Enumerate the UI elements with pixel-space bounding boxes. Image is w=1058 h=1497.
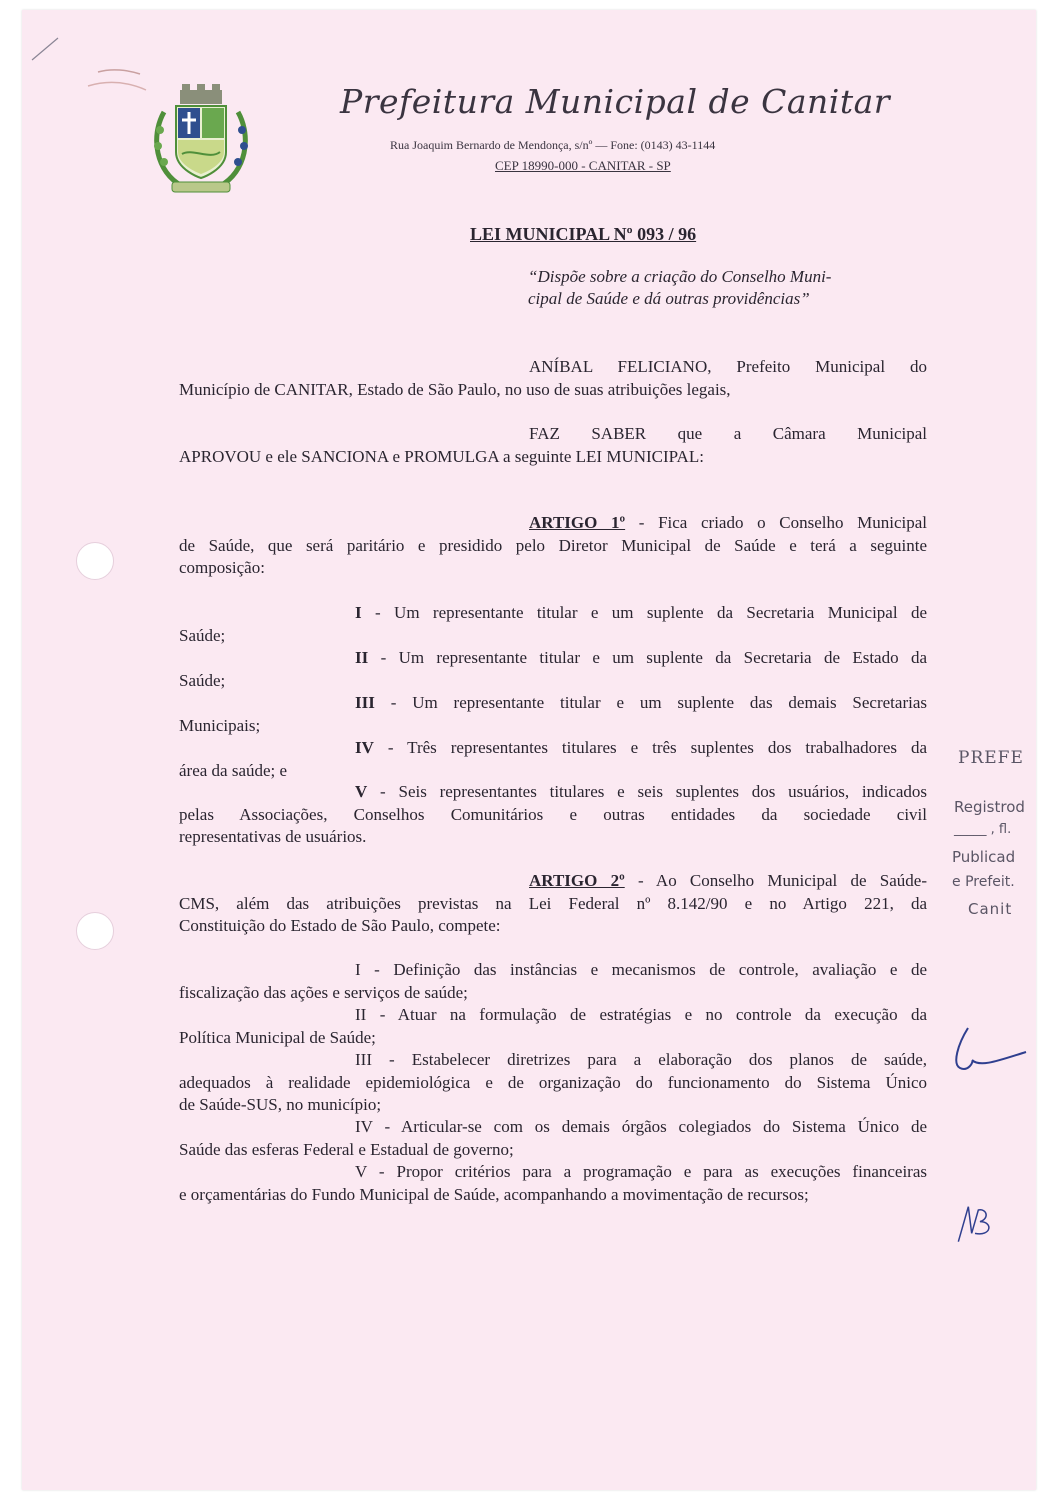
art1-item-2 xyxy=(179,647,927,692)
article-1-label: ARTIGO 1º xyxy=(529,513,626,532)
ementa-line: “Dispõe sobre a criação do Conselho Muni- xyxy=(528,267,832,286)
article-2-label: ARTIGO 2º xyxy=(529,871,625,890)
article-2-heading xyxy=(179,870,927,893)
header-title: Prefeitura Municipal de Canitar xyxy=(340,82,891,121)
article-1 xyxy=(179,512,927,580)
punch-hole-top xyxy=(76,542,114,580)
item-line xyxy=(179,781,927,804)
item-number: IV xyxy=(355,738,374,757)
item-continuation: representativas de usuários. xyxy=(179,827,367,846)
art2-item-3 xyxy=(179,1049,927,1117)
item-continuation: pelas Associações, Conselhos Comunitários e outras entidades da sociedade civil xyxy=(179,804,927,824)
art2-item-1 xyxy=(179,959,927,1004)
art1-item-1 xyxy=(179,602,927,647)
art2-item-2 xyxy=(179,1004,927,1049)
handwritten-signature-icon xyxy=(950,1024,1030,1084)
item-continuation: de Saúde-SUS, no município; xyxy=(179,1095,382,1114)
art2-item-5 xyxy=(179,1161,927,1206)
item-text: - Seis representantes titulares e seis suplentes dos usuários, indicados xyxy=(367,782,927,801)
punch-hole-bottom xyxy=(76,912,114,950)
stamp-line: Registrod xyxy=(954,798,1025,816)
stamp-line: Publicad xyxy=(952,848,1016,866)
art1-item-4 xyxy=(179,737,927,782)
item-continuation: e orçamentárias do Fundo Municipal de Saúde, acompanhando a movimentação de recursos; xyxy=(179,1184,809,1204)
item-continuation: adequados à realidade epidemiológica e de organização do funcionamento do Sistema Único xyxy=(179,1072,927,1092)
article-2-text: - Ao Conselho Municipal de Saúde- xyxy=(624,871,928,890)
item-line: IV - Articular-se com os demais órgãos colegiados do Sistema Único de xyxy=(355,1117,927,1136)
item-text: - Três representantes titulares e três suplentes dos trabalhadores da xyxy=(373,738,927,757)
item-line xyxy=(179,602,927,625)
item-line: V - Propor critérios para a programação e para as execuções financeiras xyxy=(355,1162,927,1181)
stamp-line: PREFE xyxy=(958,748,1024,768)
item-continuation: Saúde; xyxy=(179,670,226,690)
handwritten-initials-icon xyxy=(950,1200,1000,1250)
art1-item-3 xyxy=(179,692,927,737)
law-title: LEI MUNICIPAL Nº 093 / 96 xyxy=(470,224,697,244)
item-text: - Um representante titular e um suplente das demais Secretarias xyxy=(374,693,927,712)
header-address: Rua Joaquim Bernardo de Mendonça, s/nº — Fone: (0143) 43-1144 xyxy=(390,138,716,152)
item-continuation: fiscalização das ações e serviços de saúde; xyxy=(179,982,468,1002)
item-line: III - Estabelecer diretrizes para a elaboração dos planos de saúde, xyxy=(355,1050,927,1069)
item-number: III xyxy=(355,693,375,712)
header-cep: CEP 18990-000 - CANITAR - SP xyxy=(495,158,671,173)
law-ementa xyxy=(528,266,888,310)
item-number: II xyxy=(355,648,369,667)
stamp-line: e Prefeit. xyxy=(952,874,1015,890)
promulgation-line: FAZ SABER que a Câmara Municipal xyxy=(529,424,927,443)
intro-line: ANÍBAL FELICIANO, Prefeito Municipal do xyxy=(529,357,927,376)
article-1-heading xyxy=(179,512,927,535)
promulgation-paragraph xyxy=(179,423,927,468)
stamp-line: _____ , fl. xyxy=(954,822,1012,837)
item-continuation: Saúde; xyxy=(179,625,226,645)
item-text: - Um representante titular e um suplente da Secretaria Municipal de xyxy=(361,603,927,622)
art2-item-4 xyxy=(179,1116,927,1161)
item-line xyxy=(179,737,927,760)
article-1-text: - Fica criado o Conselho Municipal xyxy=(625,513,927,532)
article-1-line: de Saúde, que será paritário e presidido pelo Diretor Municipal de Saúde e terá a seguinte xyxy=(179,535,927,555)
municipal-crest-icon xyxy=(142,82,260,200)
ementa-line: cipal de Saúde e dá outras providências” xyxy=(528,289,810,308)
margin-scribble-icon xyxy=(28,20,148,100)
item-line: I - Definição das instâncias e mecanismos de controle, avaliação e de xyxy=(355,960,927,979)
art1-item-5 xyxy=(179,781,927,849)
article-2 xyxy=(179,870,927,938)
item-continuation: Municipais; xyxy=(179,715,261,735)
article-1-line: composição: xyxy=(179,558,265,577)
item-continuation: Saúde das esferas Federal e Estadual de governo; xyxy=(179,1139,514,1159)
intro-line: Município de CANITAR, Estado de São Paulo, no uso de suas atribuições legais, xyxy=(179,379,731,399)
item-text: - Um representante titular e um suplente da Secretaria de Estado da xyxy=(368,648,927,667)
item-continuation: área da saúde; e xyxy=(179,760,288,780)
item-line xyxy=(179,692,927,715)
item-line: II - Atuar na formulação de estratégias e no controle da execução da xyxy=(355,1005,927,1024)
item-continuation: Política Municipal de Saúde; xyxy=(179,1027,376,1047)
stamp-line: Canit xyxy=(968,900,1013,918)
intro-paragraph xyxy=(179,356,927,401)
item-number: V xyxy=(355,782,368,801)
item-number: I xyxy=(355,603,362,622)
promulgation-line: APROVOU e ele SANCIONA e PROMULGA a seguinte LEI MUNICIPAL: xyxy=(179,446,704,466)
article-2-line: Constituição do Estado de São Paulo, compete: xyxy=(179,916,501,935)
item-line xyxy=(179,647,927,670)
article-2-line: CMS, além das atribuições previstas na Lei Federal nº 8.142/90 e no Artigo 221, da xyxy=(179,893,927,913)
